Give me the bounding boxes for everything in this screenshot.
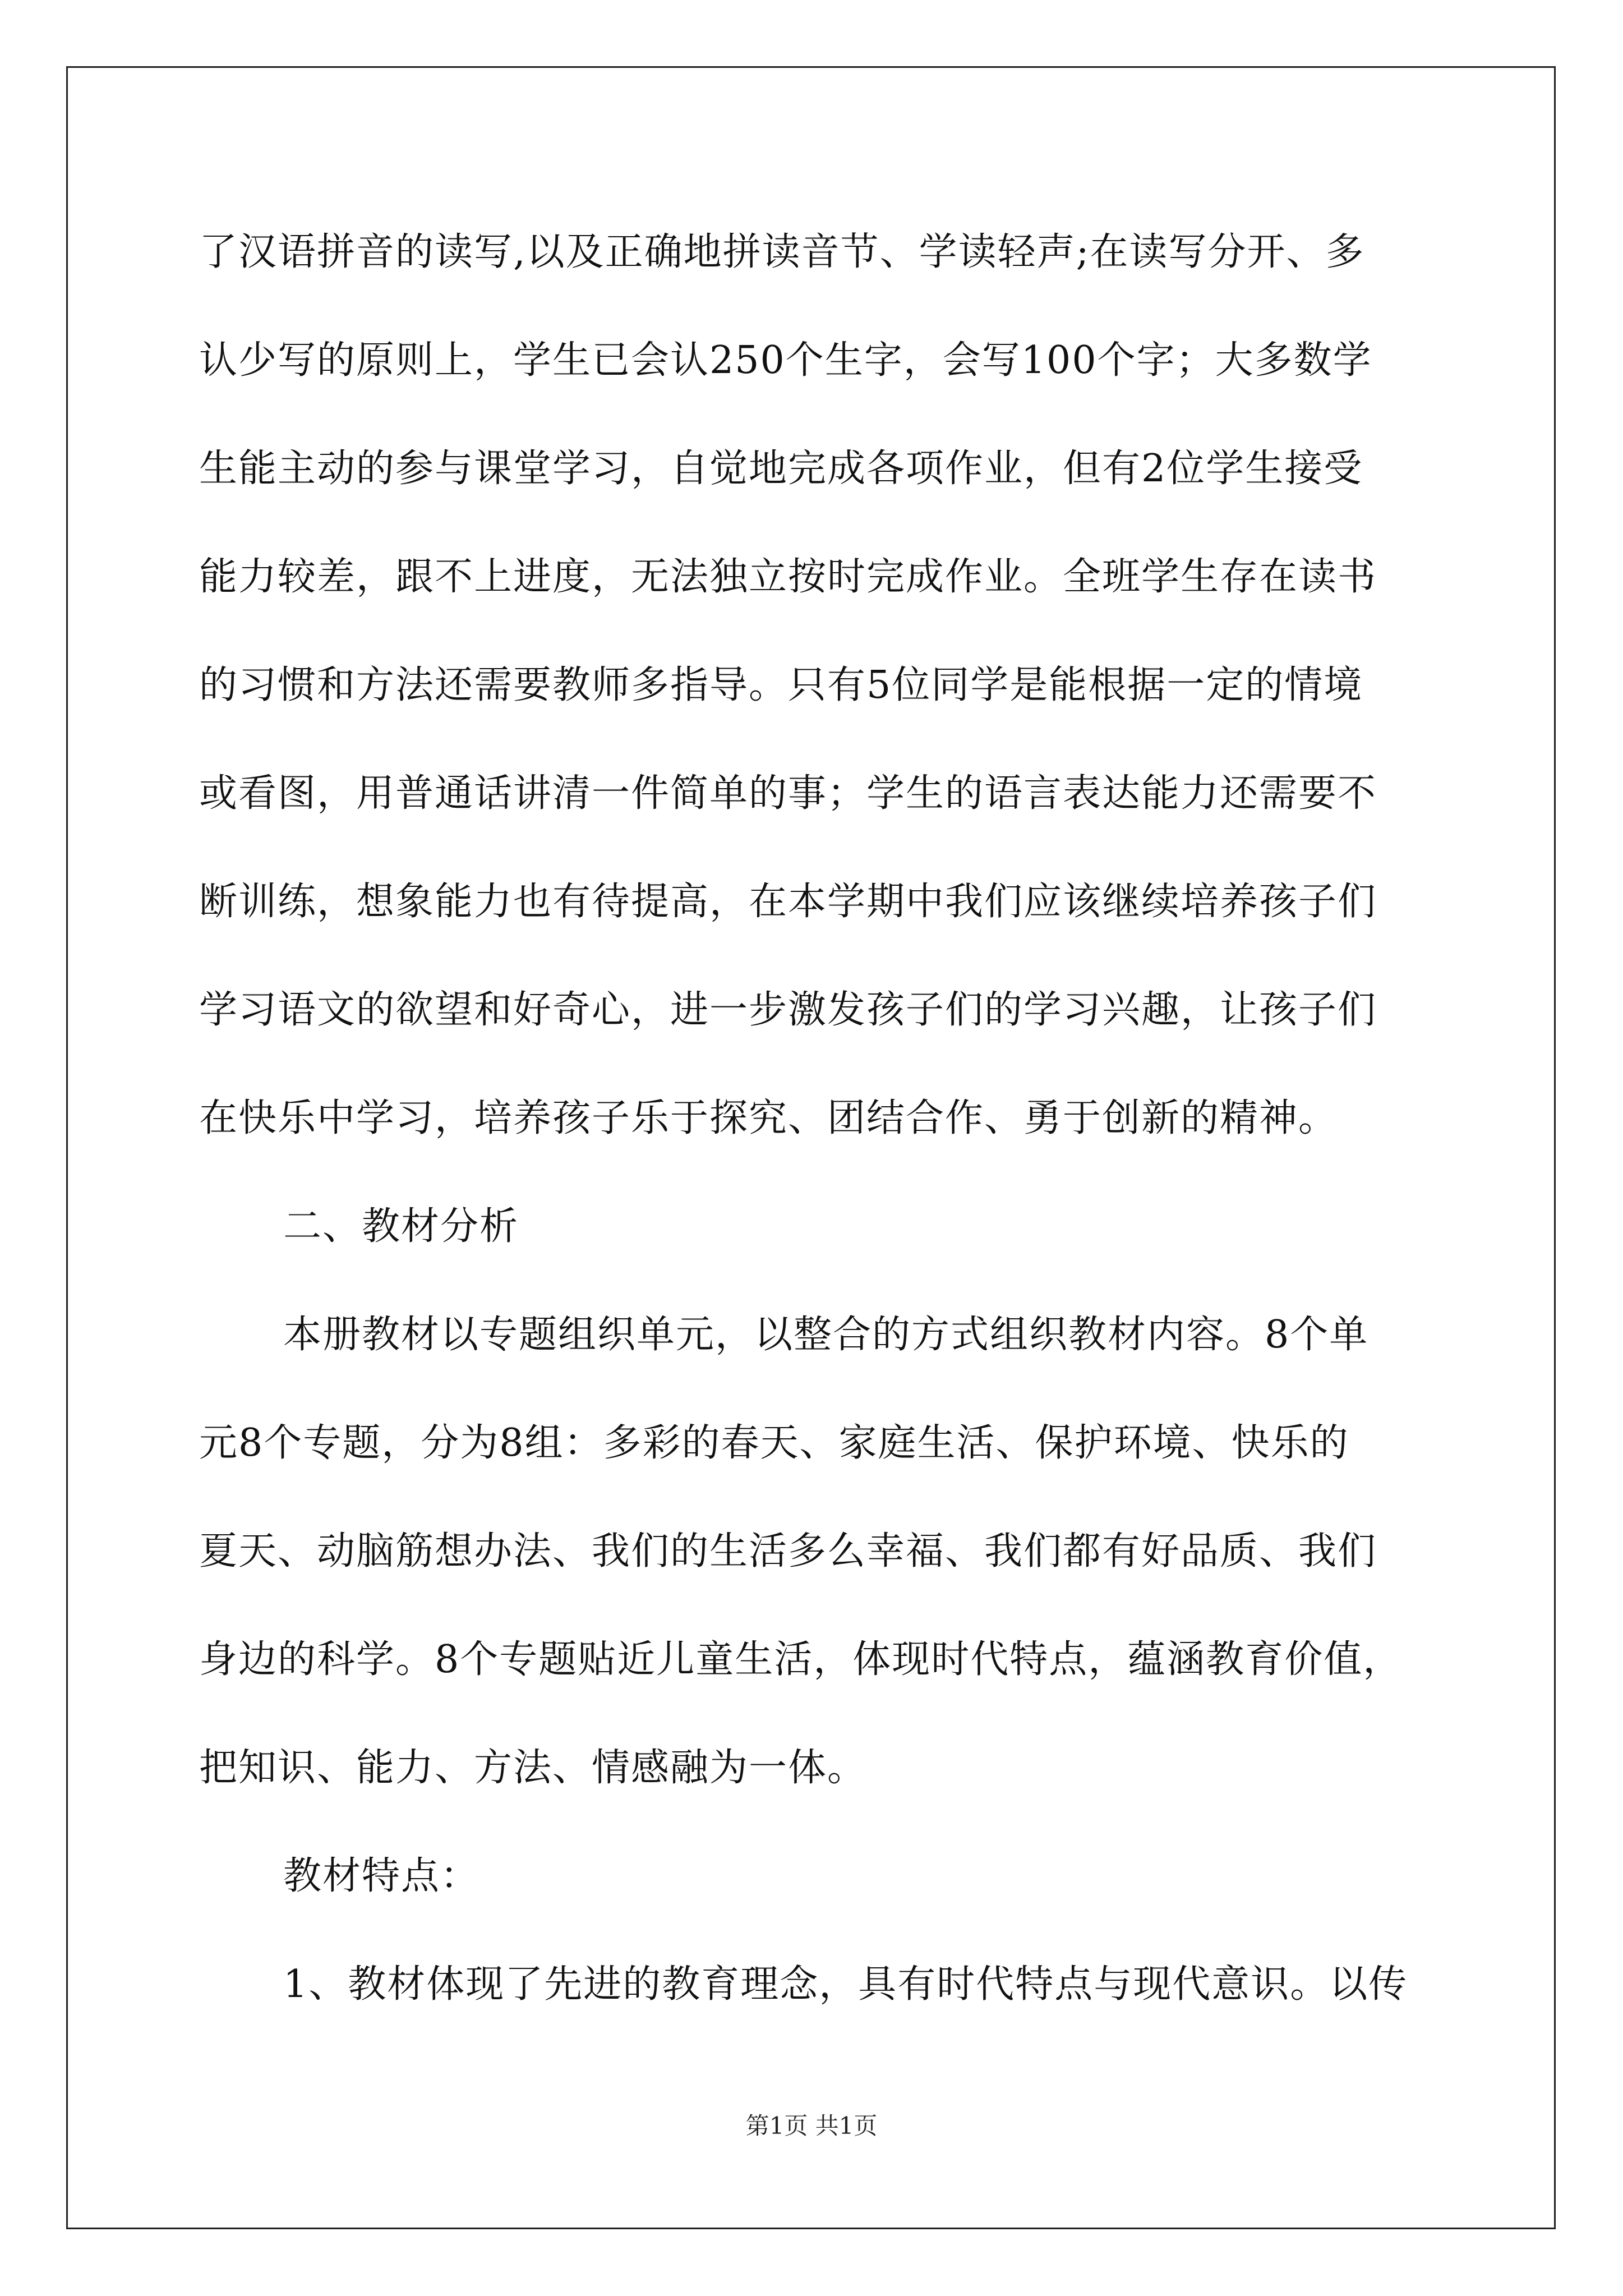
- text-line-6: 或看图，用普通话讲清一件简单的事；学生的语言表达能力还需要不: [199, 771, 1377, 816]
- section-heading: 二、教材分析: [283, 1204, 519, 1249]
- subheading: 教材特点：: [283, 1854, 480, 1898]
- text-line-9: 在快乐中学习，培养孩子乐于探究、团结合作、勇于创新的精神。: [199, 1096, 1338, 1140]
- text-line-11: 本册教材以专题组织单元，以整合的方式组织教材内容。8个单: [283, 1313, 1369, 1357]
- text-line-4: 能力较差，跟不上进度，无法独立按时完成作业。全班学生存在读书: [199, 555, 1377, 599]
- text-line-17: 1、教材体现了先进的教育理念，具有时代特点与现代意识。以传: [283, 1962, 1408, 2007]
- text-line-2: 认少写的原则上，学生已会认250个生字，会写100个字；大多数学: [199, 338, 1372, 383]
- text-line-7: 断训练，想象能力也有待提高，在本学期中我们应该继续培养孩子们: [199, 880, 1377, 924]
- text-line-1: 了汉语拼音的读写,以及正确地拼读音节、学读轻声;在读写分开、多: [199, 230, 1365, 274]
- text-line-8: 学习语文的欲望和好奇心，进一步激发孩子们的学习兴趣，让孩子们: [199, 988, 1377, 1032]
- text-line-5: 的习惯和方法还需要教师多指导。只有5位同学是能根据一定的情境: [199, 663, 1363, 707]
- page-footer: 第1页 共1页: [745, 2112, 878, 2139]
- text-line-3: 生能主动的参与课堂学习，自觉地完成各项作业，但有2位学生接受: [199, 447, 1363, 491]
- text-line-12: 元8个专题，分为8组：多彩的春天、家庭生活、保护环境、快乐的: [199, 1421, 1349, 1465]
- text-line-15: 把知识、能力、方法、情感融为一体。: [199, 1746, 867, 1790]
- text-line-14: 身边的科学。8个专题贴近儿童生活，体现时代特点，蕴涵教育价值，: [199, 1637, 1403, 1682]
- text-line-13: 夏天、动脑筋想办法、我们的生活多么幸福、我们都有好品质、我们: [199, 1529, 1377, 1573]
